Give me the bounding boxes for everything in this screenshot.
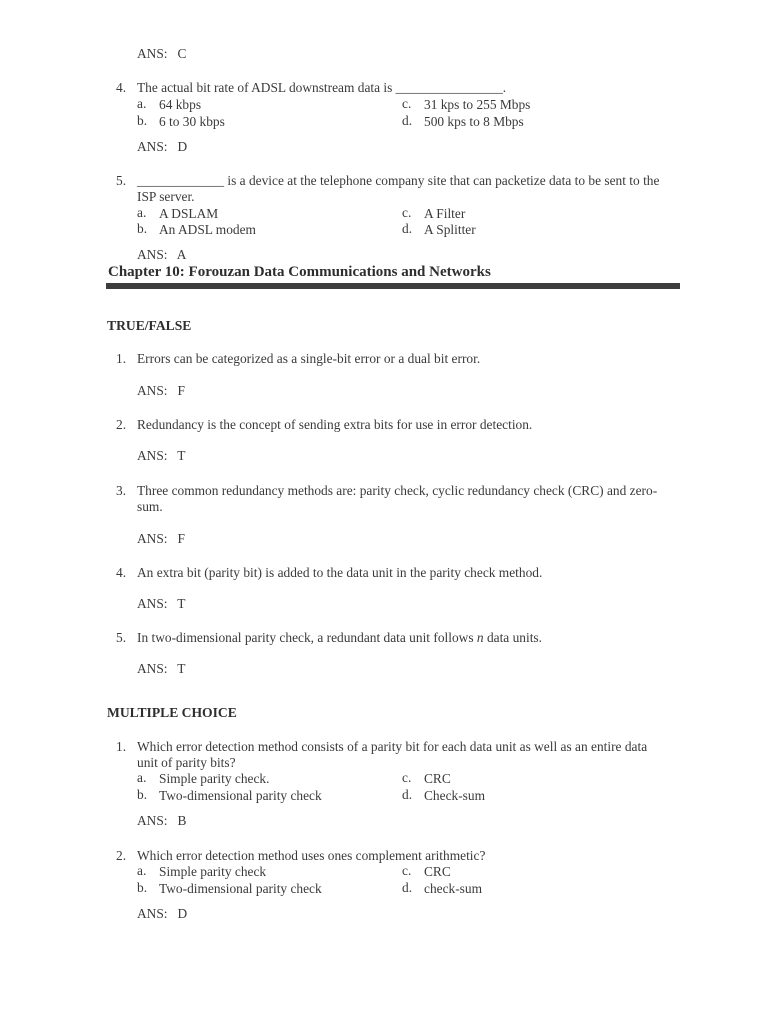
option-text: CRC [424, 864, 451, 879]
chapter-divider [106, 283, 680, 289]
question-text-cont: unit of parity bits? [137, 755, 236, 770]
option-text: A DSLAM [159, 206, 219, 221]
answer-q5: ANS: A [137, 247, 187, 262]
question-number: 1. [116, 739, 127, 754]
option-letter: b. [137, 880, 148, 895]
option-letter: d. [402, 880, 413, 895]
option-text: 6 to 30 kbps [159, 114, 225, 129]
question-text: Three common redundancy methods are: parity check, cyclic redundancy check (CRC) and zero- [137, 483, 658, 498]
option-letter: c. [402, 205, 412, 220]
option-letter: a. [137, 770, 147, 785]
question-text-cont: sum. [137, 499, 163, 514]
option-letter: c. [402, 96, 412, 111]
question-text: Errors can be categorized as a single-bit error or a dual bit error. [137, 351, 481, 366]
option-letter: d. [402, 113, 413, 128]
answer-tf1: ANS: F [137, 383, 185, 398]
option-letter: b. [137, 787, 148, 802]
option-letter: d. [402, 787, 413, 802]
answer-tf4: ANS: T [137, 596, 186, 611]
answer-q4: ANS: D [137, 139, 188, 154]
question-text: In two-dimensional parity check, a redundant data unit follows n data units. [137, 630, 542, 645]
answer-tf3: ANS: F [137, 531, 185, 546]
answer-mc1: ANS: B [137, 813, 187, 828]
question-number: 2. [116, 848, 127, 863]
question-number: 5. [116, 173, 127, 188]
option-letter: b. [137, 221, 148, 236]
option-letter: b. [137, 113, 148, 128]
question-number: 4. [116, 80, 127, 95]
chapter-title: Chapter 10: Forouzan Data Communications and Networks [108, 264, 491, 280]
question-number: 2. [116, 417, 127, 432]
question-text: Which error detection method uses ones complement arithmetic? [137, 848, 486, 863]
question-text: An extra bit (parity bit) is added to the data unit in the parity check method. [137, 565, 543, 580]
option-letter: d. [402, 221, 413, 236]
question-text: Which error detection method consists of a parity bit for each data unit as well as an entire data [137, 739, 648, 754]
option-text: Two-dimensional parity check [159, 881, 322, 896]
option-letter: a. [137, 96, 147, 111]
option-text: A Splitter [424, 222, 476, 237]
answer-tf2: ANS: T [137, 448, 186, 463]
option-text: A Filter [424, 206, 466, 221]
question-number: 4. [116, 565, 127, 580]
question-text: Redundancy is the concept of sending extra bits for use in error detection. [137, 417, 533, 432]
section-heading-multiple-choice: MULTIPLE CHOICE [107, 705, 237, 720]
section-heading-true-false: TRUE/FALSE [107, 318, 192, 333]
option-letter: a. [137, 863, 147, 878]
question-text: The actual bit rate of ADSL downstream data is ________________. [137, 80, 507, 95]
question-number: 5. [116, 630, 127, 645]
option-letter: c. [402, 770, 412, 785]
option-text: Two-dimensional parity check [159, 788, 322, 803]
answer-q3: ANS: C [137, 46, 187, 61]
option-letter: c. [402, 863, 412, 878]
option-text: check-sum [424, 881, 483, 896]
option-letter: a. [137, 205, 147, 220]
question-text-cont: ISP server. [137, 189, 195, 204]
option-text: Simple parity check. [159, 771, 270, 786]
option-text: 500 kps to 8 Mbps [424, 114, 524, 129]
option-text: 64 kbps [159, 97, 202, 112]
answer-tf5: ANS: T [137, 661, 186, 676]
option-text: An ADSL modem [159, 222, 256, 237]
option-text: Check-sum [424, 788, 485, 803]
question-text: _____________ is a device at the telephone company site that can packetize data to be sent to the [137, 173, 660, 188]
question-number: 1. [116, 351, 127, 366]
option-text: CRC [424, 771, 451, 786]
option-text: 31 kps to 255 Mbps [424, 97, 531, 112]
answer-mc2: ANS: D [137, 906, 188, 921]
option-text: Simple parity check [159, 864, 267, 879]
question-number: 3. [116, 483, 127, 498]
